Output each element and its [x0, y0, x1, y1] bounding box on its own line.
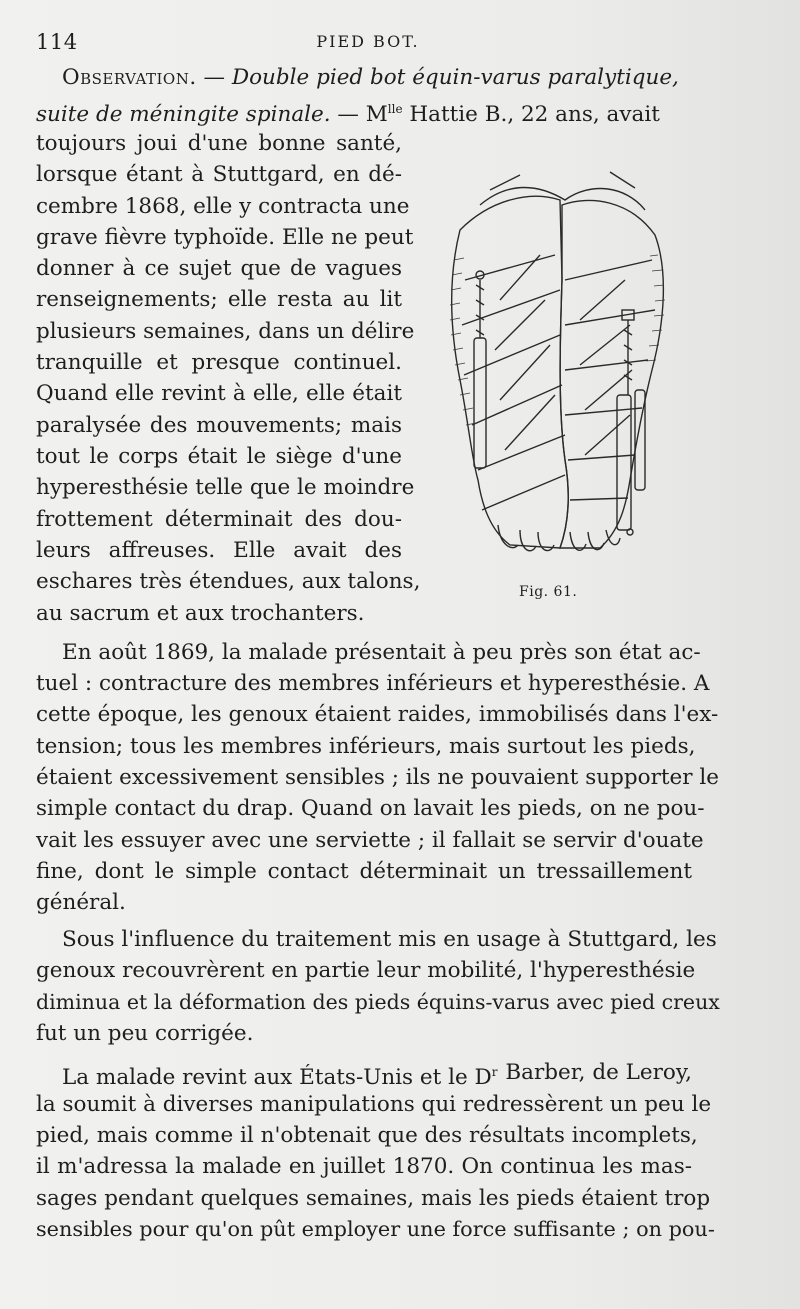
text-line: fine, dont le simple contact déterminait un tressaillement [36, 859, 692, 884]
text-line: renseignements; elle resta au lit [36, 287, 402, 312]
text-line: Quand elle revint à elle, elle était [36, 381, 402, 406]
text-line: fut un peu corrigée. [36, 1021, 254, 1046]
text-line: sensibles pour qu'on pût employer une force suffisante ; on pou- [36, 1217, 715, 1241]
running-title: PIED BOT. [316, 32, 420, 51]
text-line: pied, mais comme il n'obtenait que des résultats incomplets, [36, 1123, 698, 1148]
text-line: donner à ce sujet que de vagues [36, 256, 402, 281]
text-line: la soumit à diverses manipulations qui redressèrent un peu le [36, 1092, 712, 1117]
text-line-doctor [62, 1057, 692, 1093]
text-line: au sacrum et aux trochanters. [36, 601, 365, 626]
observation-title: Double pied bot équin-varus paralytique, [231, 65, 679, 90]
patient-intro: Hattie B., 22 ans, avait [409, 102, 660, 127]
text-line: paralysée des mouvements; mais [36, 413, 402, 438]
text-line: leurs affreuses. Elle avait des [36, 538, 402, 563]
doctor-name: Barber, de Leroy, [505, 1060, 692, 1085]
text-line: toujours joui d'une bonne santé, [36, 131, 402, 156]
text-line: eschares très étendues, aux talons, [36, 569, 421, 594]
honorific-superscript: lle [387, 102, 403, 116]
honorific: M [365, 102, 388, 127]
dash: — [203, 65, 225, 90]
text-line: genoux recouvrèrent en partie leur mobilité, l'hyperesthésie [36, 958, 696, 983]
text-line: général. [36, 890, 126, 915]
text-line: simple contact du drap. Quand on lavait les pieds, on ne pou- [36, 796, 705, 821]
text-line: plusieurs semaines, dans un délire [36, 319, 415, 344]
text-line: étaient excessivement sensibles ; ils ne pouvaient supporter le [36, 765, 719, 790]
text-line: frottement déterminait des dou- [36, 507, 402, 532]
text-line: vait les essuyer avec une serviette ; il fallait se servir d'ouate [36, 828, 704, 853]
text-line: cette époque, les genoux étaient raides, immobilisés dans l'ex- [36, 702, 719, 727]
text-line: il m'adressa la malade en juillet 1870. On continua les mas- [36, 1154, 692, 1179]
text-line: cembre 1868, elle y contracta une [36, 194, 410, 219]
clubfoot-brace-illustration [420, 160, 690, 565]
observation-line-2 [36, 94, 692, 130]
dash: — [337, 102, 359, 127]
text-line: Sous l'influence du traitement mis en usage à Stuttgard, les [62, 927, 717, 952]
text-line: diminua et la déformation des pieds équins-varus avec pied creux [36, 990, 720, 1014]
text-line: hyperesthésie telle que le moindre [36, 475, 415, 500]
text-line: tout le corps était le siège d'une [36, 444, 402, 469]
text-line: tranquille et presque continuel. [36, 350, 402, 375]
text-line: tuel : contracture des membres inférieurs et hyperesthésie. A [36, 671, 710, 696]
text-line: tension; tous les membres inférieurs, mais surtout les pieds, [36, 734, 696, 759]
figure-caption: Fig. 61. [519, 584, 578, 600]
observation-line-1 [62, 62, 692, 93]
page-number: 114 [36, 30, 78, 54]
doctor-superscript: r [491, 1065, 498, 1079]
text-segment: La malade revint aux États-Unis et le D [62, 1065, 492, 1090]
text-line: sages pendant quelques semaines, mais les pieds étaient trop [36, 1186, 711, 1211]
observation-label: Observation. [62, 65, 197, 90]
text-line: grave fièvre typhoïde. Elle ne peut [36, 225, 414, 250]
text-line: lorsque étant à Stuttgard, en dé- [36, 162, 402, 187]
text-line: En août 1869, la malade présentait à peu près son état ac- [62, 640, 701, 665]
observation-title-continued: suite de méningite spinale. [36, 102, 331, 127]
